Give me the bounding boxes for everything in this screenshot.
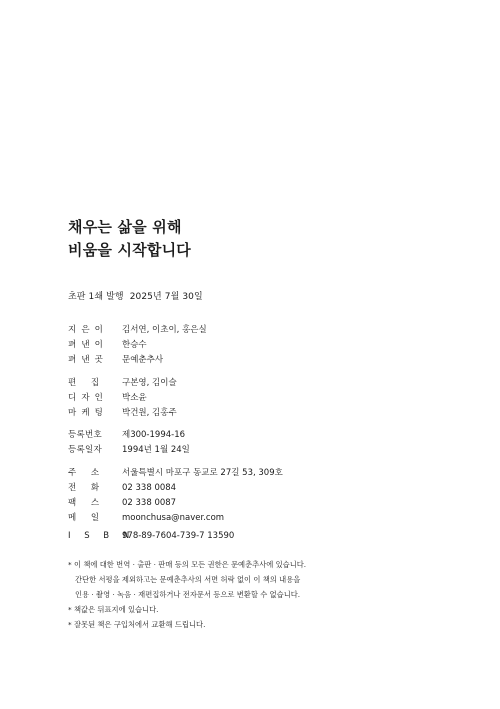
credit-value: 문예춘추사 xyxy=(122,355,164,365)
book-title xyxy=(68,216,191,262)
book-title-line-1: 채우는 삶을 위해 xyxy=(68,218,182,236)
isbn-value: 978-89-7604-739-7 13590 xyxy=(122,531,235,541)
notice-line: * 책값은 뒤표지에 있습니다. xyxy=(68,605,159,614)
notice-line: * 잘못된 책은 구입처에서 교환해 드립니다. xyxy=(68,620,206,629)
registration-label: 등록일자 xyxy=(68,445,103,455)
contact-row-email xyxy=(68,511,283,526)
credit-label: 펴 낸 곳 xyxy=(68,355,105,365)
staff-label: 마 케 팅 xyxy=(68,408,105,418)
credit-value: 한승수 xyxy=(122,340,147,350)
staff-row-design xyxy=(68,391,177,406)
notice-line: 인용 · 촬영 · 녹음 · 재편집하거나 전자문서 등으로 변환할 수 없습니다. xyxy=(75,590,301,599)
edition-date: 2025년 7월 30일 xyxy=(129,292,203,302)
contact-label: 메 일 xyxy=(68,513,106,523)
contact-label: 전 화 xyxy=(68,483,106,493)
credit-row-authors xyxy=(68,323,207,338)
contact-value: 02 338 0087 xyxy=(122,498,177,508)
isbn-label: I S B N xyxy=(68,531,135,541)
registration-row-date xyxy=(68,443,190,458)
staff-row-marketing xyxy=(68,406,177,421)
isbn-row xyxy=(68,529,234,544)
notices xyxy=(68,557,306,632)
contact-label: 팩 스 xyxy=(68,498,106,508)
staff-row-editing xyxy=(68,376,177,391)
contact-value: moonchusa@naver.com xyxy=(122,513,225,523)
staff-value: 박건원, 김홍주 xyxy=(122,408,177,418)
notice-line: * 이 책에 대한 번역 · 출판 · 판매 등의 모든 권한은 문예춘추사에 있습니다. xyxy=(68,560,307,569)
staff-label: 편 집 xyxy=(68,378,106,388)
edition-label: 초판 1쇄 발행 xyxy=(68,292,124,302)
contact-value: 서울특별시 마포구 동교로 27길 53, 309호 xyxy=(122,468,283,478)
credits-group xyxy=(68,323,207,368)
registration-row-number xyxy=(68,428,190,443)
notice-line: 간단한 서평을 제외하고는 문예춘추사의 서면 허락 없이 이 책의 내용을 xyxy=(75,575,301,584)
credit-value: 김서연, 이초이, 홍은실 xyxy=(122,325,207,335)
contact-row-fax xyxy=(68,496,283,511)
staff-value: 구본영, 김이슬 xyxy=(122,378,177,388)
edition-info xyxy=(68,289,206,302)
registration-label: 등록번호 xyxy=(68,430,103,440)
staff-value: 박소윤 xyxy=(122,393,147,403)
registration-group xyxy=(68,428,190,458)
contact-row-phone xyxy=(68,481,283,496)
credit-row-publishing-house xyxy=(68,353,207,368)
contact-value: 02 338 0084 xyxy=(122,483,177,493)
staff-group xyxy=(68,376,177,421)
isbn-group xyxy=(68,529,234,544)
registration-value: 1994년 1월 24일 xyxy=(122,445,190,455)
credit-row-publisher xyxy=(68,338,207,353)
staff-label: 디 자 인 xyxy=(68,393,105,403)
credit-label: 펴 낸 이 xyxy=(68,340,105,350)
book-title-line-2: 비움을 시작합니다 xyxy=(68,241,191,259)
registration-value: 제300-1994-16 xyxy=(122,430,186,440)
credit-label: 지 은 이 xyxy=(68,325,105,335)
contact-label: 주 소 xyxy=(68,468,106,478)
contact-row-address xyxy=(68,466,283,481)
contact-group xyxy=(68,466,283,526)
